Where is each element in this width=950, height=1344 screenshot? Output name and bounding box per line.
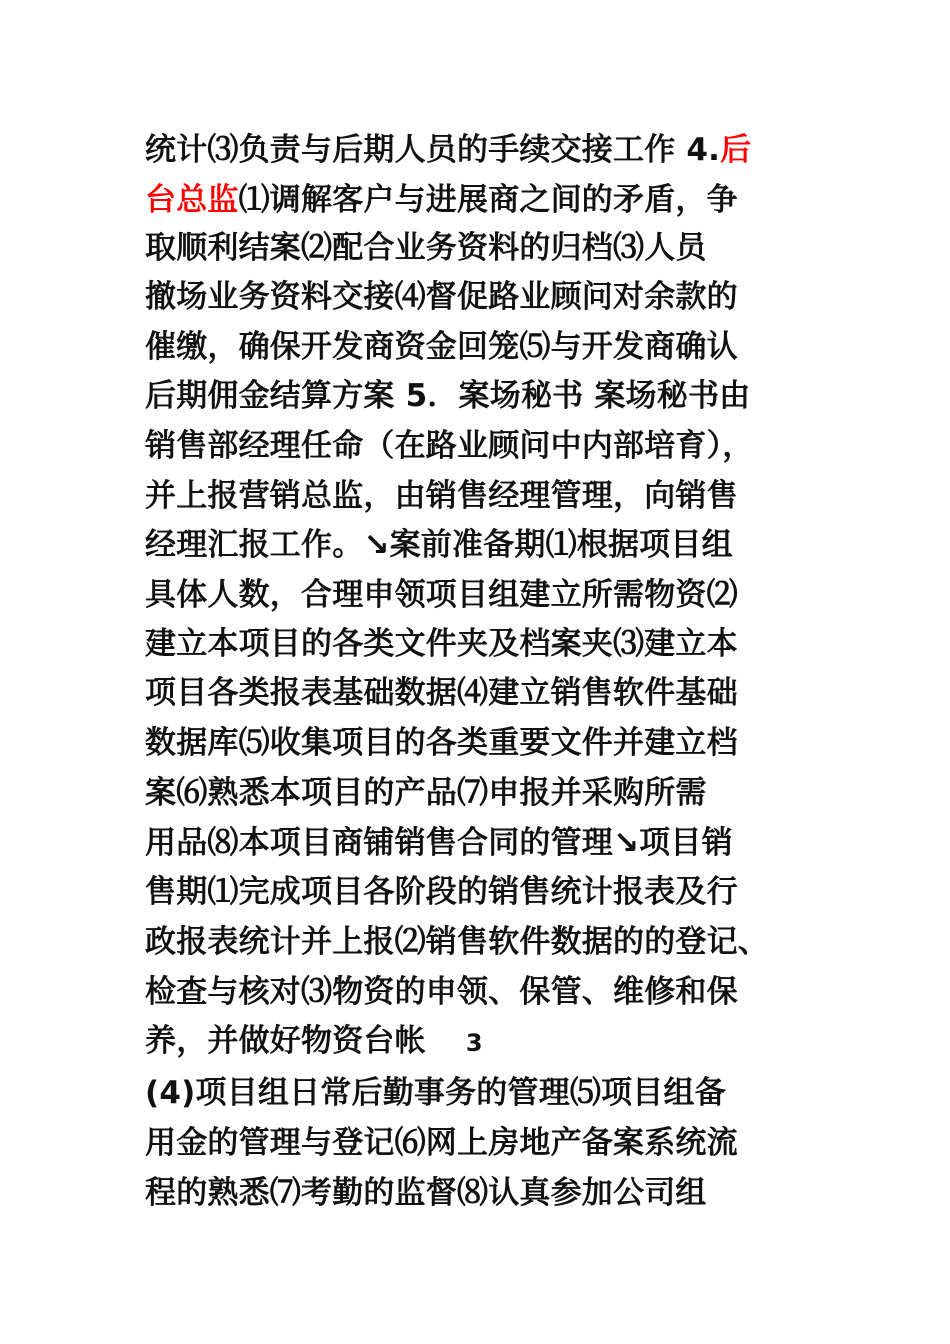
text-line-3: 取顺利结案⑵配合业务资料的归档⑶人员 bbox=[145, 230, 707, 266]
text-line-19 bbox=[145, 1016, 825, 1066]
text-line-4: 撤场业务资料交接⑷督促路业顾问对余款的 bbox=[145, 279, 738, 315]
text-line-6: 后期佣金结算方案 5．案场秘书 案场秘书由 bbox=[145, 378, 751, 414]
text-line-15: 用品⑻本项目商铺销售合同的管理↘项目销 bbox=[145, 825, 733, 861]
text-line-21: 用金的管理与登记⑹网上房地产备案系统流 bbox=[145, 1125, 738, 1161]
text-line-8: 并上报营销总监，由销售经理管理，向销售 bbox=[145, 478, 738, 514]
text-line-12: 项目各类报表基础数据⑷建立销售软件基础 bbox=[145, 675, 738, 711]
text-line-16: 售期⑴完成项目各阶段的销售统计报表及行 bbox=[145, 874, 738, 910]
text-line-11: 建立本项目的各类文件夹及档案夹⑶建立本 bbox=[145, 626, 738, 662]
text-line-2-body: ⑴调解客户与进展商之间的矛盾，争 bbox=[238, 182, 738, 218]
text-line-1 bbox=[145, 125, 825, 175]
highlight-heading-part-1: 后 bbox=[720, 132, 752, 168]
text-line-10: 具体人数，合理申领项目组建立所需物资⑵ bbox=[145, 577, 738, 613]
page-number: 3 bbox=[465, 1029, 483, 1057]
highlight-heading-part-2: 台总监 bbox=[145, 182, 239, 218]
text-line-20: (4)项目组日常后勤事务的管理⑸项目组备 bbox=[145, 1075, 726, 1111]
text-line-22: 程的熟悉⑺考勤的监督⑻认真参加公司组 bbox=[145, 1175, 707, 1211]
text-line-18: 检查与核对⑶物资的申领、保管、维修和保 bbox=[145, 974, 738, 1010]
text-line-19-body: 养，并做好物资台帐 bbox=[145, 1023, 426, 1059]
text-line-1-body: 统计⑶负责与后期人员的手续交接工作 4. bbox=[145, 132, 721, 168]
text-line-17: 政报表统计并上报⑵销售软件数据的的登记、 bbox=[145, 924, 769, 960]
text-line-13: 数据库⑸收集项目的各类重要文件并建立档 bbox=[145, 725, 738, 761]
text-line-5: 催缴，确保开发商资金回笼⑸与开发商确认 bbox=[145, 329, 738, 365]
text-line-9: 经理汇报工作。↘案前准备期⑴根据项目组 bbox=[145, 527, 733, 563]
text-line-14: 案⑹熟悉本项目的产品⑺申报并采购所需 bbox=[145, 775, 707, 811]
text-line-2 bbox=[145, 175, 825, 225]
text-line-7: 销售部经理任命（在路业顾问中内部培育）， bbox=[145, 428, 754, 464]
